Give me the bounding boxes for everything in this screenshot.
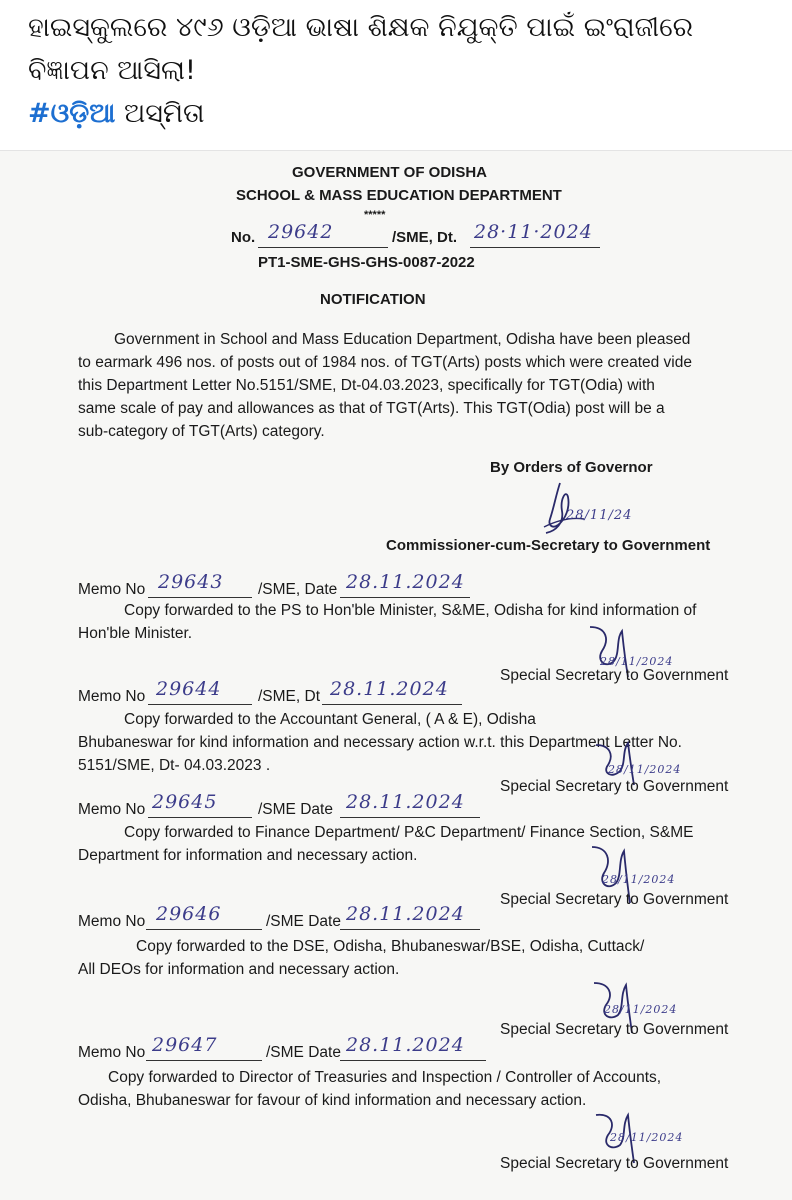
memo-2-number: 29644 (156, 678, 222, 700)
memo-5-number: 29647 (152, 1034, 218, 1056)
memo-5-prefix: Memo No (78, 1044, 146, 1061)
doc-department-heading: SCHOOL & MASS EDUCATION DEPARTMENT (236, 187, 562, 204)
post-line-3 (28, 92, 768, 135)
doc-body-line: this Department Letter No.5151/SME, Dt-04.03.2023, specifically for TGT(Odia) with (78, 377, 655, 394)
doc-body-line: same scale of pay and allowances as that of TGT(Arts). This TGT(Odia) post will be a (78, 400, 665, 417)
doc-commissioner-title: Commissioner-cum-Secretary to Government (386, 537, 711, 554)
doc-stars: ***** (364, 209, 386, 221)
commissioner-sign-date: 28/11/24 (566, 508, 633, 523)
memo-1-text: Copy forwarded to the PS to Hon'ble Minister, S&ME, Odisha for kind information of Hon'ble Minister. (78, 602, 697, 642)
doc-government-heading: GOVERNMENT OF ODISHA (292, 164, 488, 181)
memo-1-number-underline (148, 597, 252, 598)
memo-1-signatory: Special Secretary to Government (500, 667, 729, 684)
doc-notification-title: NOTIFICATION (320, 291, 426, 308)
hashtag-link[interactable]: #ଓଡ଼ିଆ (28, 98, 116, 129)
doc-body-line: to earmark 496 nos. of posts out of 1984 nos. of TGT(Arts) posts which were created vide (78, 354, 692, 371)
memo-1-date-underline (340, 597, 470, 598)
doc-no-date: 28·11·2024 (474, 221, 593, 243)
memo-4-signatory: Special Secretary to Government (500, 1021, 729, 1038)
post-header (0, 0, 792, 150)
memo-5-mid: /SME Date (266, 1044, 341, 1061)
memo-2-prefix: Memo No (78, 688, 146, 705)
doc-no-prefix: No. (231, 229, 256, 246)
memo-2-number-underline (148, 704, 252, 705)
memo-2-date-underline (322, 704, 462, 705)
memo-4-number: 29646 (156, 903, 222, 925)
doc-no-underline (258, 247, 388, 248)
memo-1-sign-mark: 28/11/2024 (600, 655, 674, 668)
memo-3-prefix: Memo No (78, 801, 146, 818)
notification-document-image (0, 151, 792, 1200)
memo-1-number: 29643 (158, 571, 224, 593)
post-line-1: ହାଇସ୍କୁଲରେ ୪୯୬ ଓଡ଼ିଆ ଭାଷା ଶିକ୍ଷକ ନିଯୁକ୍ତି ପାଇଁ ଇଂରାଜୀରେ (28, 12, 694, 43)
memo-1-prefix: Memo No (78, 581, 146, 598)
memo-3-date: 28.11.2024 (346, 791, 465, 813)
memo-2-mid: /SME, Dt (258, 688, 321, 705)
memo-4-prefix: Memo No (78, 913, 146, 930)
doc-by-orders: By Orders of Governor (490, 459, 653, 476)
memo-3-number: 29645 (152, 791, 218, 813)
memo-4-mid: /SME Date (266, 913, 341, 930)
memo-3-sign-mark: 28/11/2024 (602, 873, 676, 886)
memo-2-signatory: Special Secretary to Government (500, 778, 729, 795)
post-line-2: ବିଜ୍ଞାପନ ଆସିଲା! (28, 55, 196, 86)
doc-no-value: 29642 (268, 221, 334, 243)
doc-no-suffix: /SME, Dt. (392, 229, 458, 246)
memo-5-number-underline (146, 1060, 262, 1061)
doc-body-paragraph (78, 328, 748, 443)
memo-4-sign-mark: 28/11/2024 (604, 1003, 678, 1016)
memo-2-text: Copy forwarded to the Accountant General, ( A & E), Odisha Bhubaneswar for kind information and necessary action w.r.t. this Department Letter No. 5151/SME, Dt- 04.03.2023 . (78, 711, 682, 774)
memo-5-date: 28.11.2024 (346, 1034, 465, 1056)
memo-4-date: 28.11.2024 (346, 903, 465, 925)
doc-body-line: Government in School and Mass Education Department, Odisha have been pleased (114, 331, 691, 348)
memo-5-text: Copy forwarded to Director of Treasuries and Inspection / Controller of Accounts, Odisha, Bhubaneswar for favour of kind information and necessary action. (78, 1069, 662, 1109)
memo-3-text: Copy forwarded to Finance Department/ P&C Department/ Finance Section, S&ME Department for information and necessary action. (78, 824, 694, 864)
memo-3-number-underline (148, 817, 252, 818)
post-text (28, 6, 768, 135)
memo-4-number-underline (146, 929, 262, 930)
doc-body-line: sub-category of TGT(Arts) category. (78, 423, 325, 440)
memo-2-date: 28.11.2024 (330, 678, 449, 700)
doc-file-reference: PT1-SME-GHS-GHS-0087-2022 (258, 254, 475, 271)
memo-4-text: Copy forwarded to the DSE, Odisha, Bhubaneswar/BSE, Odisha, Cuttack/ All DEOs for information and necessary action. (78, 938, 645, 978)
memo-3-mid: /SME Date (258, 801, 333, 818)
doc-date-underline (470, 247, 600, 248)
memo-5-date-underline (340, 1060, 486, 1061)
memo-2-sign-mark: 28/11/2024 (608, 763, 682, 776)
memo-1-date: 28.11.2024 (346, 571, 465, 593)
memo-3-signatory: Special Secretary to Government (500, 891, 729, 908)
memo-3-date-underline (340, 817, 480, 818)
memo-5-signatory: Special Secretary to Government (500, 1155, 729, 1172)
hashtag-rest: ଅସ୍ମିତା (115, 98, 205, 129)
memo-4-date-underline (340, 929, 480, 930)
memo-1-mid: /SME, Date (258, 581, 338, 598)
memo-5-sign-mark: 28/11/2024 (610, 1131, 684, 1144)
